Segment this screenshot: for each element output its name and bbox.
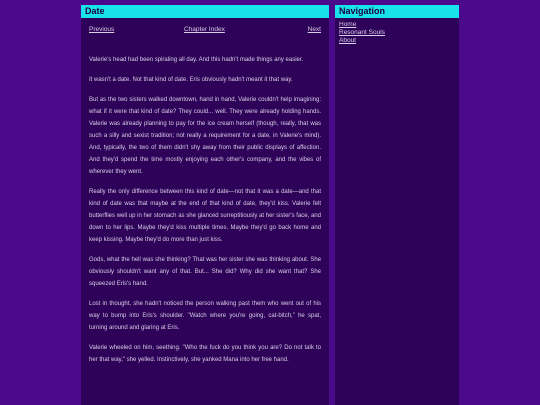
paragraph: It wasn't a date. Not that kind of date. Eris obviously hadn't meant it that way. xyxy=(89,77,293,83)
paragraph: Valerie wheeled on him, seething. "Who the fuck do you think you are? Do not talk to her that way," she yelled. Instinctively, she yanked Mana into her free hand. xyxy=(89,345,321,363)
previous-link[interactable]: Previous xyxy=(89,26,115,33)
paragraph: Lost in thought, she hadn't noticed the person walking past them who went out of his way to bump into Eris's shoulder. "Watch where you're going, cat-bitch," he spat, turning around and glaring at Eris. xyxy=(89,301,321,331)
sidebar-links xyxy=(335,18,459,48)
page-title: Date xyxy=(81,5,329,18)
paragraph: Gods, what the hell was she thinking? That was her sister she was thinking about. She obviously shouldn't want any of that. But... She did? Why did she want that? She squeezed Eris's hand. xyxy=(89,257,321,287)
chapter-nav xyxy=(89,26,321,38)
paragraph: Valerie's head had been spiraling all day. And this hadn't made things any easier. xyxy=(89,57,304,63)
paragraph: But as the two sisters walked downtown, hand in hand, Valerie couldn't help imagining: what if it were that kind of date? They could... well. They were already holding hands. Valerie was already planning to pay for the ice cream herself (though, really, that was such a silly and sexist tradition; not really a requirement for a date, in Valerie's mind). And, typically, the two of them didn't shy away from their public displays of affection. And they'd spend the time mostly enjoying each other's company, and the vibes of wherever they went. xyxy=(89,97,321,175)
next-link[interactable]: Next xyxy=(307,26,321,33)
resonant-souls-link[interactable]: Resonant Souls xyxy=(339,29,385,36)
paragraph: Really the only difference between this kind of date—not that it was a date—and that kind of date was that maybe at the end of that kind of date, they'd kiss. Valerie felt butterflies well up in her stomach as she glanced surreptitiously at her sister's face, and down to her lips. Maybe they'd kiss multiple times. Maybe they'd go back home and keep kissing. Maybe they'd do more than just kiss. xyxy=(89,189,321,243)
chapter-index-link[interactable]: Chapter Index xyxy=(184,26,225,33)
home-link[interactable]: Home xyxy=(339,21,357,28)
content-panel xyxy=(81,5,329,405)
story-text xyxy=(81,54,329,366)
navigation-sidebar xyxy=(335,5,459,405)
sidebar-title: Navigation xyxy=(335,5,459,18)
about-link[interactable]: About xyxy=(339,37,356,44)
